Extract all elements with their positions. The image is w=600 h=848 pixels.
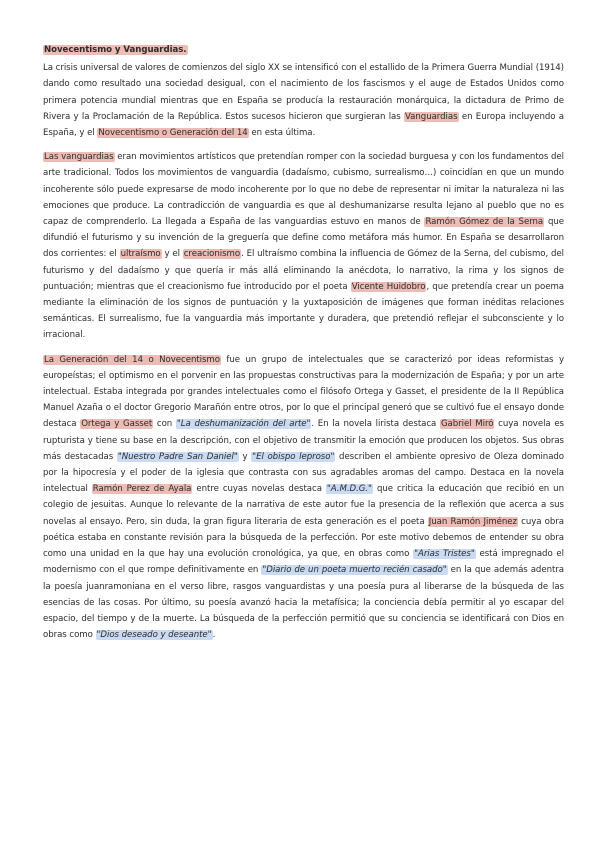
highlight-ortega-y-gasset: Ortega y Gasset (81, 419, 153, 430)
highlight-ultraismo: ultraísmo (120, 249, 161, 260)
highlight-creacionismo: creacionismo (183, 249, 241, 260)
paragraph-vanguardias: Las vanguardias eran movimientos artísticos que pretendían romper con la sociedad burguesa y con los fundamentos del arte tradicional. Todos los movimientos de vanguardia (dadaísmo, cubismo, surrealismo…) coincidían en que un mundo incoherente sólo puede expresarse de modo incoherente por lo que no debe de representar ni imitar la naturaleza ni las emociones que produce. La contradicción de vanguardia es que al deshumanizarse resulta lejano al pueblo que no es capaz de comprenderlo. La llegada a España de las vanguardias estuvo en manos de Ramón Gómez de la Serna que difundió el futurismo y su invención de la greguería que define como metáfora más humor. En España se desarrollaron dos corrientes: el ultraísmo y el creacionismo. El ultraísmo combina la influencia de Gómez de la Serna, del cubismo, del futurismo y del dadaísmo y que quería ir más allá eliminando la anécdota, lo narrativo, la rima y los signos de puntuación; mientras que el creacionismo fue introducido por el poeta Vicente Huidobro, que pretendía crear un poema mediante la eliminación de los signos de puntuación y la yuxtaposición de imágenes que forman inéditas relaciones semánticas. El surrealismo, fue la vanguardia más importante y duradera, que pretendió reflejar el subconsciente y lo irracional. (43, 152, 564, 341)
paragraph-intro: La crisis universal de valores de comienzos del siglo XX se intensificó con el estallido de la Primera Guerra Mundial (1914) dando como resultado una sociedad desigual, con el nacimiento de los fascismos y el auge de Estados Unidos como primera potencia mundial mientras que en España se producía la restauración monárquica, la dictadura de Primo de Rivera y la Proclamación de la República. Estos sucesos hicieron que surgieran las Vanguardias en Europa incluyendo a España, y el Novecentismo o Generación del 14 en esta última. (43, 63, 564, 139)
highlight-perez-de-ayala: Ramón Perez de Ayala (92, 484, 192, 495)
highlight-arias-tristes: "Arias Tristes" (414, 549, 475, 560)
highlight-juan-ramon-jimenez: Juan Ramón Jiménez (428, 516, 517, 527)
highlight-vanguardias: Vanguardias (405, 111, 458, 122)
highlight-nuestro-padre: "Nuestro Padre San Daniel" (117, 451, 238, 462)
document-page (43, 42, 564, 651)
highlight-diario-poeta: "Diario de un poeta muerto recién casado" (262, 565, 447, 576)
highlight-obispo-leproso: "El obispo leproso" (252, 451, 335, 462)
highlight-huidobro: Vicente Huidobro (351, 281, 426, 292)
paragraph-generacion-14: La Generación del 14 o Novecentismo fue un grupo de intelectuales que se caracterizó por ideas reformistas y europeístas; el optimismo en el porvenir en las propuestas constructivas para la modernización de España; y por un arte intelectual. Estaba integrada por grandes intelectuales como el filósofo Ortega y Gasset, el presidente de la II República Manuel Azaña o el doctor Gregorio Marañón entre otros, por lo que el principal generó que se cultivó fue el ensayo donde destaca Ortega y Gasset con "La deshumanización del arte". En la novela lirista destaca Gabriel Miró cuya novela es rupturista y tiene su base en la descripción, con el objetivo de transmitir la emoción que producen los objetos. Sus obras más destacadas "Nuestro Padre San Daniel" y "El obispo leproso" describen el ambiente opresivo de Oleza dominado por la hipocresía y el poder de la iglesia que contrasta con sus agradables aromas del campo. Destaca en la novela intelectual Ramón Perez de Ayala entre cuyas novelas destaca "A.M.D.G." que critica la educación que recibió en un colegio de jesuitas. Aunque lo relevante de la narrativa de este autor fue la presencia de la reflexión que acerca a sus novelas al ensayo. Pero, sin duda, la gran figura literaria de esta generación es el poeta Juan Ramón Jiménez cuya obra poética estaba en constante revisión para la búsqueda de la perfección. Por este motivo debemos de entender su obra como una unidad en la que hay una evolución cronológica, ya que, en obras como "Arias Tristes" está impregnado el modernismo con el que rompe definitivamente en "Diario de un poeta muerto recién casado" en la que además adentra la poesía juanramoniana en el verso libre, rasgos vanguardistas y una poesía pura al liberarse de la búsqueda de las esencias de las cosas. Por último, su poesía avanzó hacia la metafísica; la conciencia debía permitir al yo escapar del espacio, del tiempo y de la muerte. La búsqueda de la perfección permitió que su conciencia se identificará con Dios en obras como "Dios deseado y deseante". (43, 354, 565, 641)
title-highlight: Novecentismo y Vanguardias. (44, 45, 187, 55)
highlight-gomez-de-la-serna: Ramón Gómez de la Serna (425, 217, 544, 228)
highlight-dios-deseado: "Dios deseado y deseante" (96, 630, 212, 641)
highlight-las-vanguardias: Las vanguardias (44, 152, 114, 163)
highlight-gabriel-miro: Gabriel Miró (440, 419, 494, 430)
highlight-deshumanizacion: "La deshumanización del arte" (176, 419, 311, 430)
highlight-generacion-14: La Generación del 14 o Novecentismo (44, 354, 220, 365)
highlight-amdg: "A.M.D.G." (326, 484, 372, 495)
document-title (43, 42, 564, 58)
highlight-novecentismo: Novecentismo o Generación del 14 (98, 128, 248, 139)
